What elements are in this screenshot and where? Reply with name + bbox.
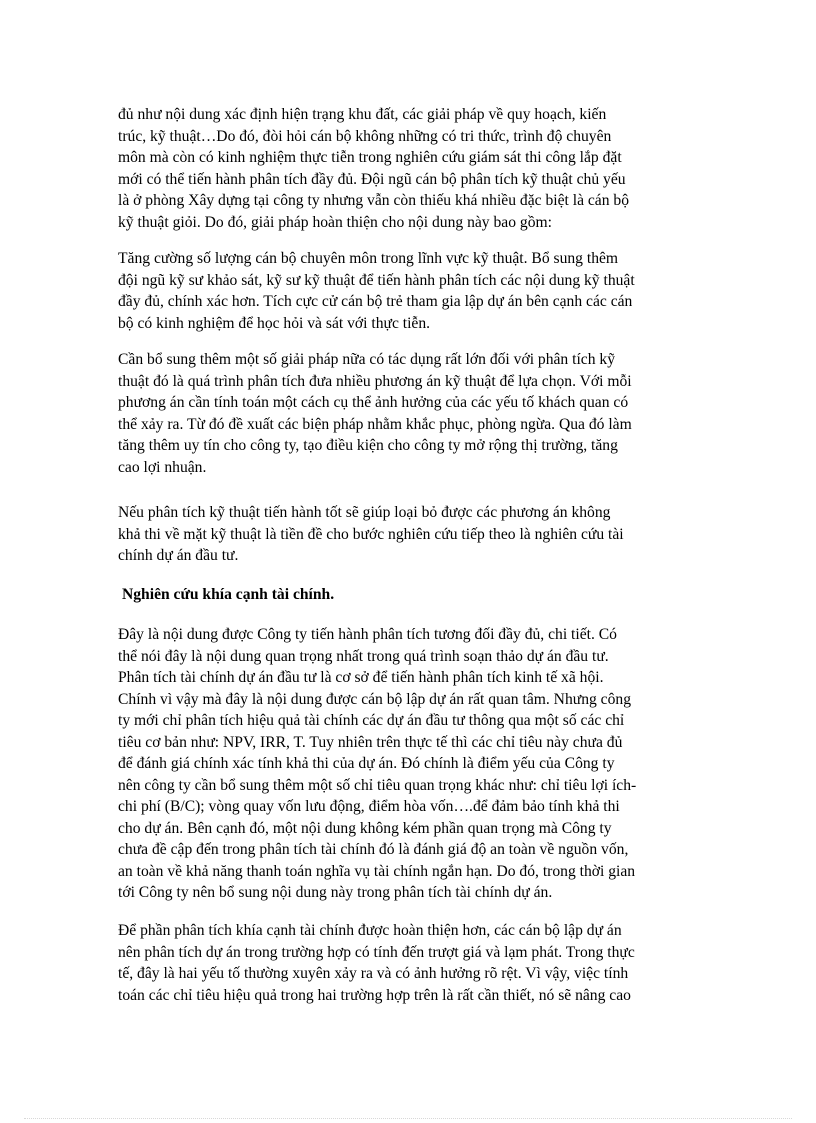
text-line: khả thi về mặt kỹ thuật là tiền đề cho bước nghiên cứu tiếp theo là nghiên cứu tài: [118, 525, 624, 543]
text-line: để đánh giá chính xác tính khả thi của dự án. Đó chính là điểm yếu của Công ty: [118, 755, 615, 772]
text-line: đủ như nội dung xác định hiện trạng khu đất, các giải pháp về quy hoạch, kiến: [118, 106, 607, 123]
text-line: môn mà còn có kinh nghiệm thực tiễn trong nghiên cứu giám sát thi công lắp đặt: [118, 149, 622, 166]
section-heading: Nghiên cứu khía cạnh tài chính.: [122, 586, 335, 603]
text-line: bộ có kinh nghiệm để học hỏi và sát với thực tiễn.: [118, 314, 431, 332]
text-line: chi phí (B/C); vòng quay vốn lưu động, điểm hòa vốn….để đảm bảo tính khả thi: [118, 798, 620, 815]
text-line: Nếu phân tích kỹ thuật tiến hành tốt sẽ giúp loại bỏ được các phương án không: [118, 504, 611, 521]
text-line: ty mới chỉ phân tích hiệu quả tài chính các dự án đầu tư thông qua một số các chỉ: [118, 712, 625, 729]
text-line: Đây là nội dung được Công ty tiến hành phân tích tương đối đầy đủ, chi tiết. Có: [118, 626, 617, 643]
paragraph-additional-solutions: [118, 349, 696, 478]
page-bottom-divider: [24, 1118, 792, 1119]
text-line: đội ngũ kỹ sư khảo sát, kỹ sư kỹ thuật để tiến hành phân tích các nội dung kỹ thuật: [118, 271, 635, 289]
text-line: cao lợi nhuận.: [118, 458, 207, 476]
text-line: tế, đây là hai yếu tố thường xuyên xảy ra và có ảnh hưởng rõ rệt. Vì vậy, việc tính: [118, 965, 629, 982]
text-line: thể nói đây là nội dung quan trọng nhất trong quá trình soạn thảo dự án đầu tư.: [118, 647, 609, 665]
text-line: Cần bổ sung thêm một số giải pháp nữa có tác dụng rất lớn đối với phân tích kỹ: [118, 351, 616, 368]
paragraph-increase-staff: [118, 248, 696, 334]
text-line: kỹ thuật giỏi. Do đó, giải pháp hoàn thiện cho nội dung này bao gồm:: [118, 213, 552, 231]
text-line: tiêu cơ bản như: NPV, IRR, T. Tuy nhiên trên thực tế thì các chỉ tiêu này chưa đủ: [118, 733, 623, 751]
text-line: cho dự án. Bên cạnh đó, một nội dung không kém phần quan trọng mà Công ty: [118, 819, 612, 837]
text-line: toán các chỉ tiêu hiệu quả trong hai trường hợp trên là rất cần thiết, nó sẽ nâng cao: [118, 986, 631, 1004]
text-line: mới có thể tiến hành phân tích đầy đủ. Đội ngũ cán bộ phân tích kỹ thuật chủ yếu: [118, 170, 626, 188]
text-line: thể xảy ra. Từ đó đề xuất các biện pháp nhằm khắc phục, phòng ngừa. Qua đó làm: [118, 415, 632, 433]
text-line: an toàn về khả năng thanh toán nghĩa vụ tài chính ngắn hạn. Do đó, trong thời gian: [118, 862, 636, 880]
text-line: là ở phòng Xây dựng tại công ty nhưng vẫn còn thiếu khá nhiều đặc biệt là cán bộ: [118, 192, 630, 209]
paragraph-technical-staff: [118, 104, 696, 233]
paragraph-inflation-analysis: [118, 920, 696, 1006]
text-line: Chính vì vậy mà đây là nội dung được cán bộ lập dự án rất quan tâm. Nhưng công: [118, 690, 631, 708]
text-line: nên phân tích dự án trong trường hợp có tính đến trượt giá và lạm phát. Trong thực: [118, 943, 635, 961]
text-line: chính dự án đầu tư.: [118, 547, 239, 564]
text-line: tới Công ty nên bổ sung nội dung này trong phân tích tài chính dự án.: [118, 884, 553, 901]
text-line: phương án cần tính toán một cách cụ thể ảnh hưởng của các yếu tố khách quan có: [118, 394, 629, 411]
text-line: Để phần phân tích khía cạnh tài chính được hoàn thiện hơn, các cán bộ lập dự án: [118, 922, 622, 939]
text-line: Phân tích tài chính dự án đầu tư là cơ sở để tiến hành phân tích kinh tế xã hội.: [118, 669, 604, 686]
text-line: chưa đề cập đến trong phân tích tài chính đó là đánh giá độ an toàn về nguồn vốn,: [118, 841, 629, 858]
text-line: thuật đó là quá trình phân tích đưa nhiều phương án kỹ thuật để lựa chọn. Với mỗi: [118, 372, 632, 390]
text-line: trúc, kỹ thuật…Do đó, đòi hỏi cán bộ không những có tri thức, trình độ chuyên: [118, 127, 612, 145]
paragraph-technical-analysis-result: [118, 502, 696, 567]
text-line: tăng thêm uy tín cho công ty, tạo điều kiện cho công ty mở rộng thị trường, tăng: [118, 437, 618, 454]
text-line: Tăng cường số lượng cán bộ chuyên môn trong lĩnh vực kỹ thuật. Bổ sung thêm: [118, 250, 619, 267]
text-line: nên công ty cần bổ sung thêm một số chỉ tiêu quan trọng khác như: chỉ tiêu lợi ích-: [118, 776, 637, 794]
paragraph-financial-analysis: [118, 624, 696, 904]
text-line: đầy đủ, chính xác hơn. Tích cực cử cán bộ trẻ tham gia lập dự án bên cạnh các cán: [118, 293, 633, 310]
